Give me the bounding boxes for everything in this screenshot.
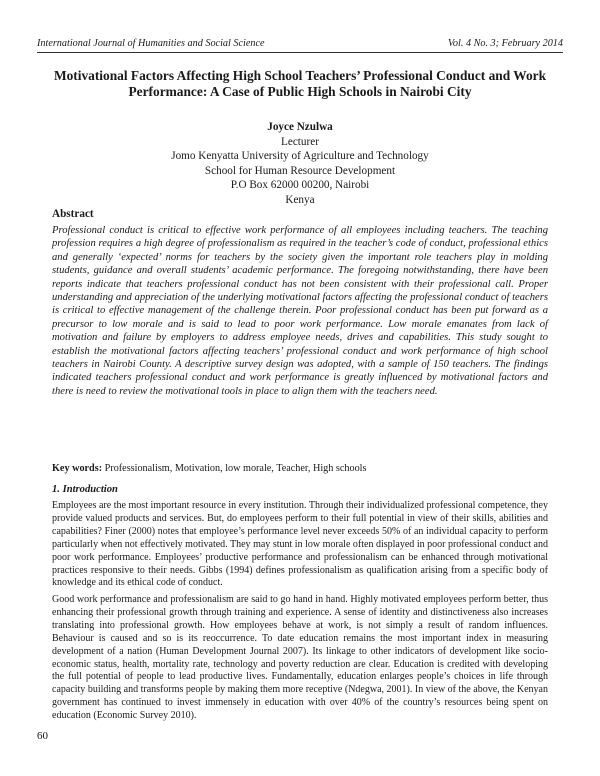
issue-info: Vol. 4 No. 3; February 2014 <box>447 38 563 49</box>
introduction-paragraph-1: Employees are the most important resource in every institution. Through their individualized professional competence, they provide valued products and services. But, do employees perform to their full potential in view of their skills, abilities and capabilities? Finer (2000) notes that employee’s performance level never exceeds 50% of an individual capacity to perform particularly when not effectively motivated. They may stunt in low morale often displayed in poor professional conduct and poor work performance. Employees’ productive performance and professionalism can be enhanced through motivational practices responsive to their needs. Gibbs (1994) defines professionalism as qualification arising from a specific body of knowledge and its ethical code of conduct. <box>52 500 548 589</box>
paper-title: Motivational Factors Affecting High School Teachers’ Professional Conduct and Work Performance: A Case of Public High Schools in Nairobi City <box>53 68 547 99</box>
author-country: Kenya <box>285 193 315 206</box>
keywords <box>52 462 548 475</box>
author-block <box>60 120 540 208</box>
author-address: P.O Box 62000 00200, Nairobi <box>230 179 370 192</box>
journal-name: International Journal of Humanities and Social Science <box>37 38 265 49</box>
section-heading-introduction: 1. Introduction <box>52 484 118 495</box>
abstract-text: Professional conduct is critical to effective work performance of all employees including teachers. The teaching profession requires a high degree of professionalism as required in the teacher’s code of conduct, professional ethics and generally ‘expected’ norms for teachers by the society given the important role teachers play in molding students, guidance and overall students’ academic performance. The foregoing notwithstanding, there have been reports indicate that teachers professional conduct has not been consistent with their professional call. Proper understanding and appreciation of the underlying motivational factors affecting the professional conduct of teachers is critical to effective management of the challenge therein. Poor professional conduct has been put forward as a precursor to low morale and is said to lead to poor work performance. Low morale emanates from lack of motivation and failure by employers to address employee needs, drives and capabilities. This study sought to establish the motivational factors affecting teachers’ professional conduct and work performance of high school teachers in Nairobi County. A descriptive survey design was adopted, with a sample of 150 teachers. The findings indicated teachers professional conduct and work performance is greatly influenced by motivational factors and there is need to review the motivational tools in place to align them with the teachers need. <box>52 225 548 397</box>
abstract-heading: Abstract <box>52 208 94 220</box>
header-divider <box>37 52 563 53</box>
introduction-paragraph-2: Good work performance and professionalism are said to go hand in hand. Highly motivated employees perform better, thus enhancing their professional growth through training and experience. A sense of identity and distinctiveness also increases translating into professional growth. How employees behave at work, is not simply a result of random influences. Behaviour is caused and so is its reoccurrence. To date education remains the most important index in measuring development of a nation (Human Development Journal 2007). Its linkage to other indicators of development like socio-economic status, health, mortality rate, technology and poverty reduction are clear. Education is credited with developing the full potential of people to lead productive lives. Fundamentally, education enlarges people’s choices in life through capacity building and transforms people by making them more receptive (Ndegwa, 2001). In view of the above, the Kenyan government has continued to invest immensely in education with over 40% of the country’s resources being spent on education (Economic Survey 2010). <box>52 594 548 722</box>
keywords-text: Professionalism, Motivation, low morale, Teacher, High schools <box>104 463 367 474</box>
author-school: School for Human Resource Development <box>204 164 396 177</box>
keywords-label: Key words: <box>52 463 103 474</box>
author-university: Jomo Kenyatta University of Agriculture and Technology <box>171 150 429 163</box>
page-number: 60 <box>37 730 48 742</box>
author-name: Joyce Nzulwa <box>267 121 333 133</box>
author-position: Lecturer <box>281 135 319 148</box>
